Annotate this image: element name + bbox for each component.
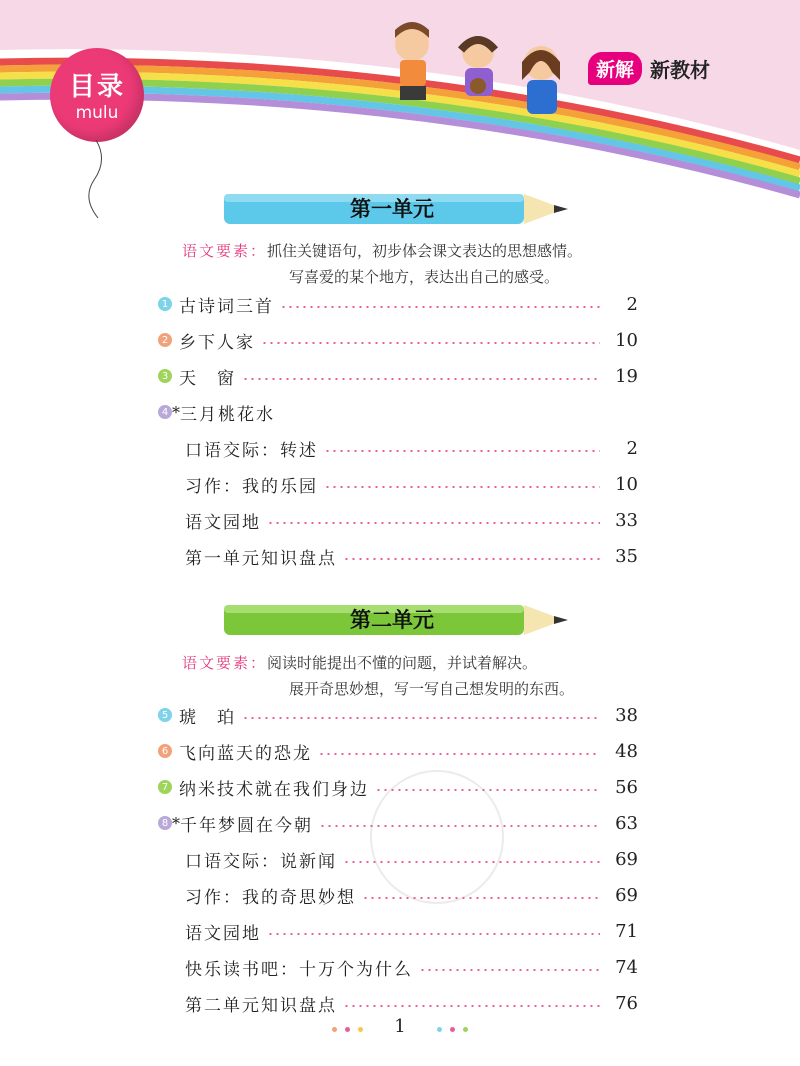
toc-entry-title: 快乐读书吧：十万个为什么	[185, 959, 413, 980]
toc-entry-title: 口语交际：说新闻	[185, 851, 337, 872]
unit-2-elements	[182, 650, 574, 702]
dot-leader	[261, 342, 600, 344]
unit-1-pencil-banner	[224, 192, 574, 226]
toc-entry[interactable]	[158, 361, 638, 391]
toc-entry-page: 2	[626, 293, 638, 315]
toc-entry-title: 习作：我的奇思妙想	[185, 887, 356, 908]
optional-lesson-star: *	[172, 402, 180, 422]
unit-1-elements-label: 语文要素：	[182, 242, 268, 260]
toc-entry-title: 古诗词三首	[179, 296, 274, 317]
toc-entry-page: 69	[615, 884, 638, 906]
contents-subtitle: mulu	[75, 103, 119, 123]
toc-entry[interactable]	[158, 916, 638, 946]
brand-text: 新教材	[650, 58, 711, 82]
unit-1-title: 第一单元	[350, 197, 434, 221]
dot-leader	[343, 558, 600, 560]
toc-entry[interactable]	[158, 469, 638, 499]
toc-entry-page: 76	[615, 992, 638, 1014]
dot-leader	[343, 1005, 600, 1007]
toc-entry-title: 纳米技术就在我们身边	[179, 779, 369, 800]
toc-entry-title: 语文园地	[185, 512, 261, 533]
toc-entry-page: 74	[615, 956, 638, 978]
toc-entry[interactable]	[158, 289, 638, 319]
toc-entry[interactable]	[158, 541, 638, 571]
lesson-number-badge: 2	[158, 333, 172, 347]
toc-entry-title: 琥 珀	[179, 707, 236, 728]
footer-dots-right	[433, 1017, 472, 1036]
lesson-number-badge: 3	[158, 369, 172, 383]
unit-2-elements-label: 语文要素：	[182, 654, 268, 672]
toc-entry-title: 第一单元知识盘点	[185, 548, 337, 569]
contents-title: 目录	[68, 72, 125, 102]
unit-1-elements-line1: 抓住关键语句，初步体会课文表达的思想感情。	[267, 242, 583, 260]
toc-entry-page: 33	[615, 509, 638, 531]
header-banner	[0, 0, 800, 200]
toc-entry-page: 35	[615, 545, 638, 567]
brand-logo	[588, 52, 710, 85]
balloon-string	[78, 140, 118, 220]
unit-2-elements-line2: 展开奇思妙想，写一写自己想发明的东西。	[289, 680, 575, 698]
toc-entry[interactable]	[158, 325, 638, 355]
toc-entry[interactable]	[158, 397, 638, 427]
lesson-number-badge: 4	[158, 405, 172, 419]
unit-2-elements-line1: 阅读时能提出不懂的问题，并试着解决。	[267, 654, 538, 672]
toc-entry-page: 48	[615, 740, 638, 762]
toc-entry[interactable]	[158, 433, 638, 463]
toc-entry-page: 10	[615, 473, 638, 495]
page-footer	[0, 1016, 800, 1037]
toc-entry-page: 10	[615, 329, 638, 351]
toc-entry-title: 第二单元知识盘点	[185, 995, 337, 1016]
toc-entry-title: 习作：我的乐园	[185, 476, 318, 497]
toc-entry[interactable]	[158, 988, 638, 1018]
toc-entry-page: 63	[615, 812, 638, 834]
toc-entry-page: 69	[615, 848, 638, 870]
dot-leader	[242, 717, 600, 719]
toc-entry-title: 语文园地	[185, 923, 261, 944]
dot-leader	[324, 450, 600, 452]
toc-entry-title: 三月桃花水	[180, 404, 275, 425]
unit-2-title: 第二单元	[350, 608, 434, 632]
dot-leader	[280, 306, 600, 308]
toc-entry-title: 千年梦圆在今朝	[180, 815, 313, 836]
dot-leader	[318, 753, 600, 755]
lesson-number-badge: 6	[158, 744, 172, 758]
contents-balloon	[50, 48, 144, 142]
dot-leader	[419, 969, 600, 971]
toc-entry-page: 56	[615, 776, 638, 798]
brand-badge: 新解	[588, 52, 642, 85]
dot-leader	[362, 897, 600, 899]
toc-entry-title: 口语交际：转述	[185, 440, 318, 461]
toc-entry-page: 38	[615, 704, 638, 726]
toc-entry-page: 2	[626, 437, 638, 459]
toc-entry-title: 乡下人家	[179, 332, 255, 353]
watermark-stamp	[370, 770, 504, 904]
toc-entry[interactable]	[158, 736, 638, 766]
lesson-number-badge: 7	[158, 780, 172, 794]
footer-dots-left	[328, 1017, 367, 1036]
toc-entry-page: 71	[615, 920, 638, 942]
toc-entry-page: 19	[615, 365, 638, 387]
toc-entry-title: 飞向蓝天的恐龙	[179, 743, 312, 764]
lesson-number-badge: 5	[158, 708, 172, 722]
lesson-number-badge: 1	[158, 297, 172, 311]
toc-entry[interactable]	[158, 505, 638, 535]
toc-entry-title: 天 窗	[179, 368, 236, 389]
page-number: 1	[394, 1016, 406, 1037]
lesson-number-badge: 8	[158, 816, 172, 830]
unit-1-elements	[182, 238, 582, 290]
dot-leader	[267, 522, 600, 524]
toc-entry[interactable]	[158, 952, 638, 982]
dot-leader	[242, 378, 600, 380]
optional-lesson-star: *	[172, 813, 180, 833]
toc-entry[interactable]	[158, 700, 638, 730]
unit-1-elements-line2: 写喜爱的某个地方，表达出自己的感受。	[289, 268, 560, 286]
unit-2-pencil-banner	[224, 603, 574, 637]
dot-leader	[324, 486, 600, 488]
dot-leader	[267, 933, 600, 935]
